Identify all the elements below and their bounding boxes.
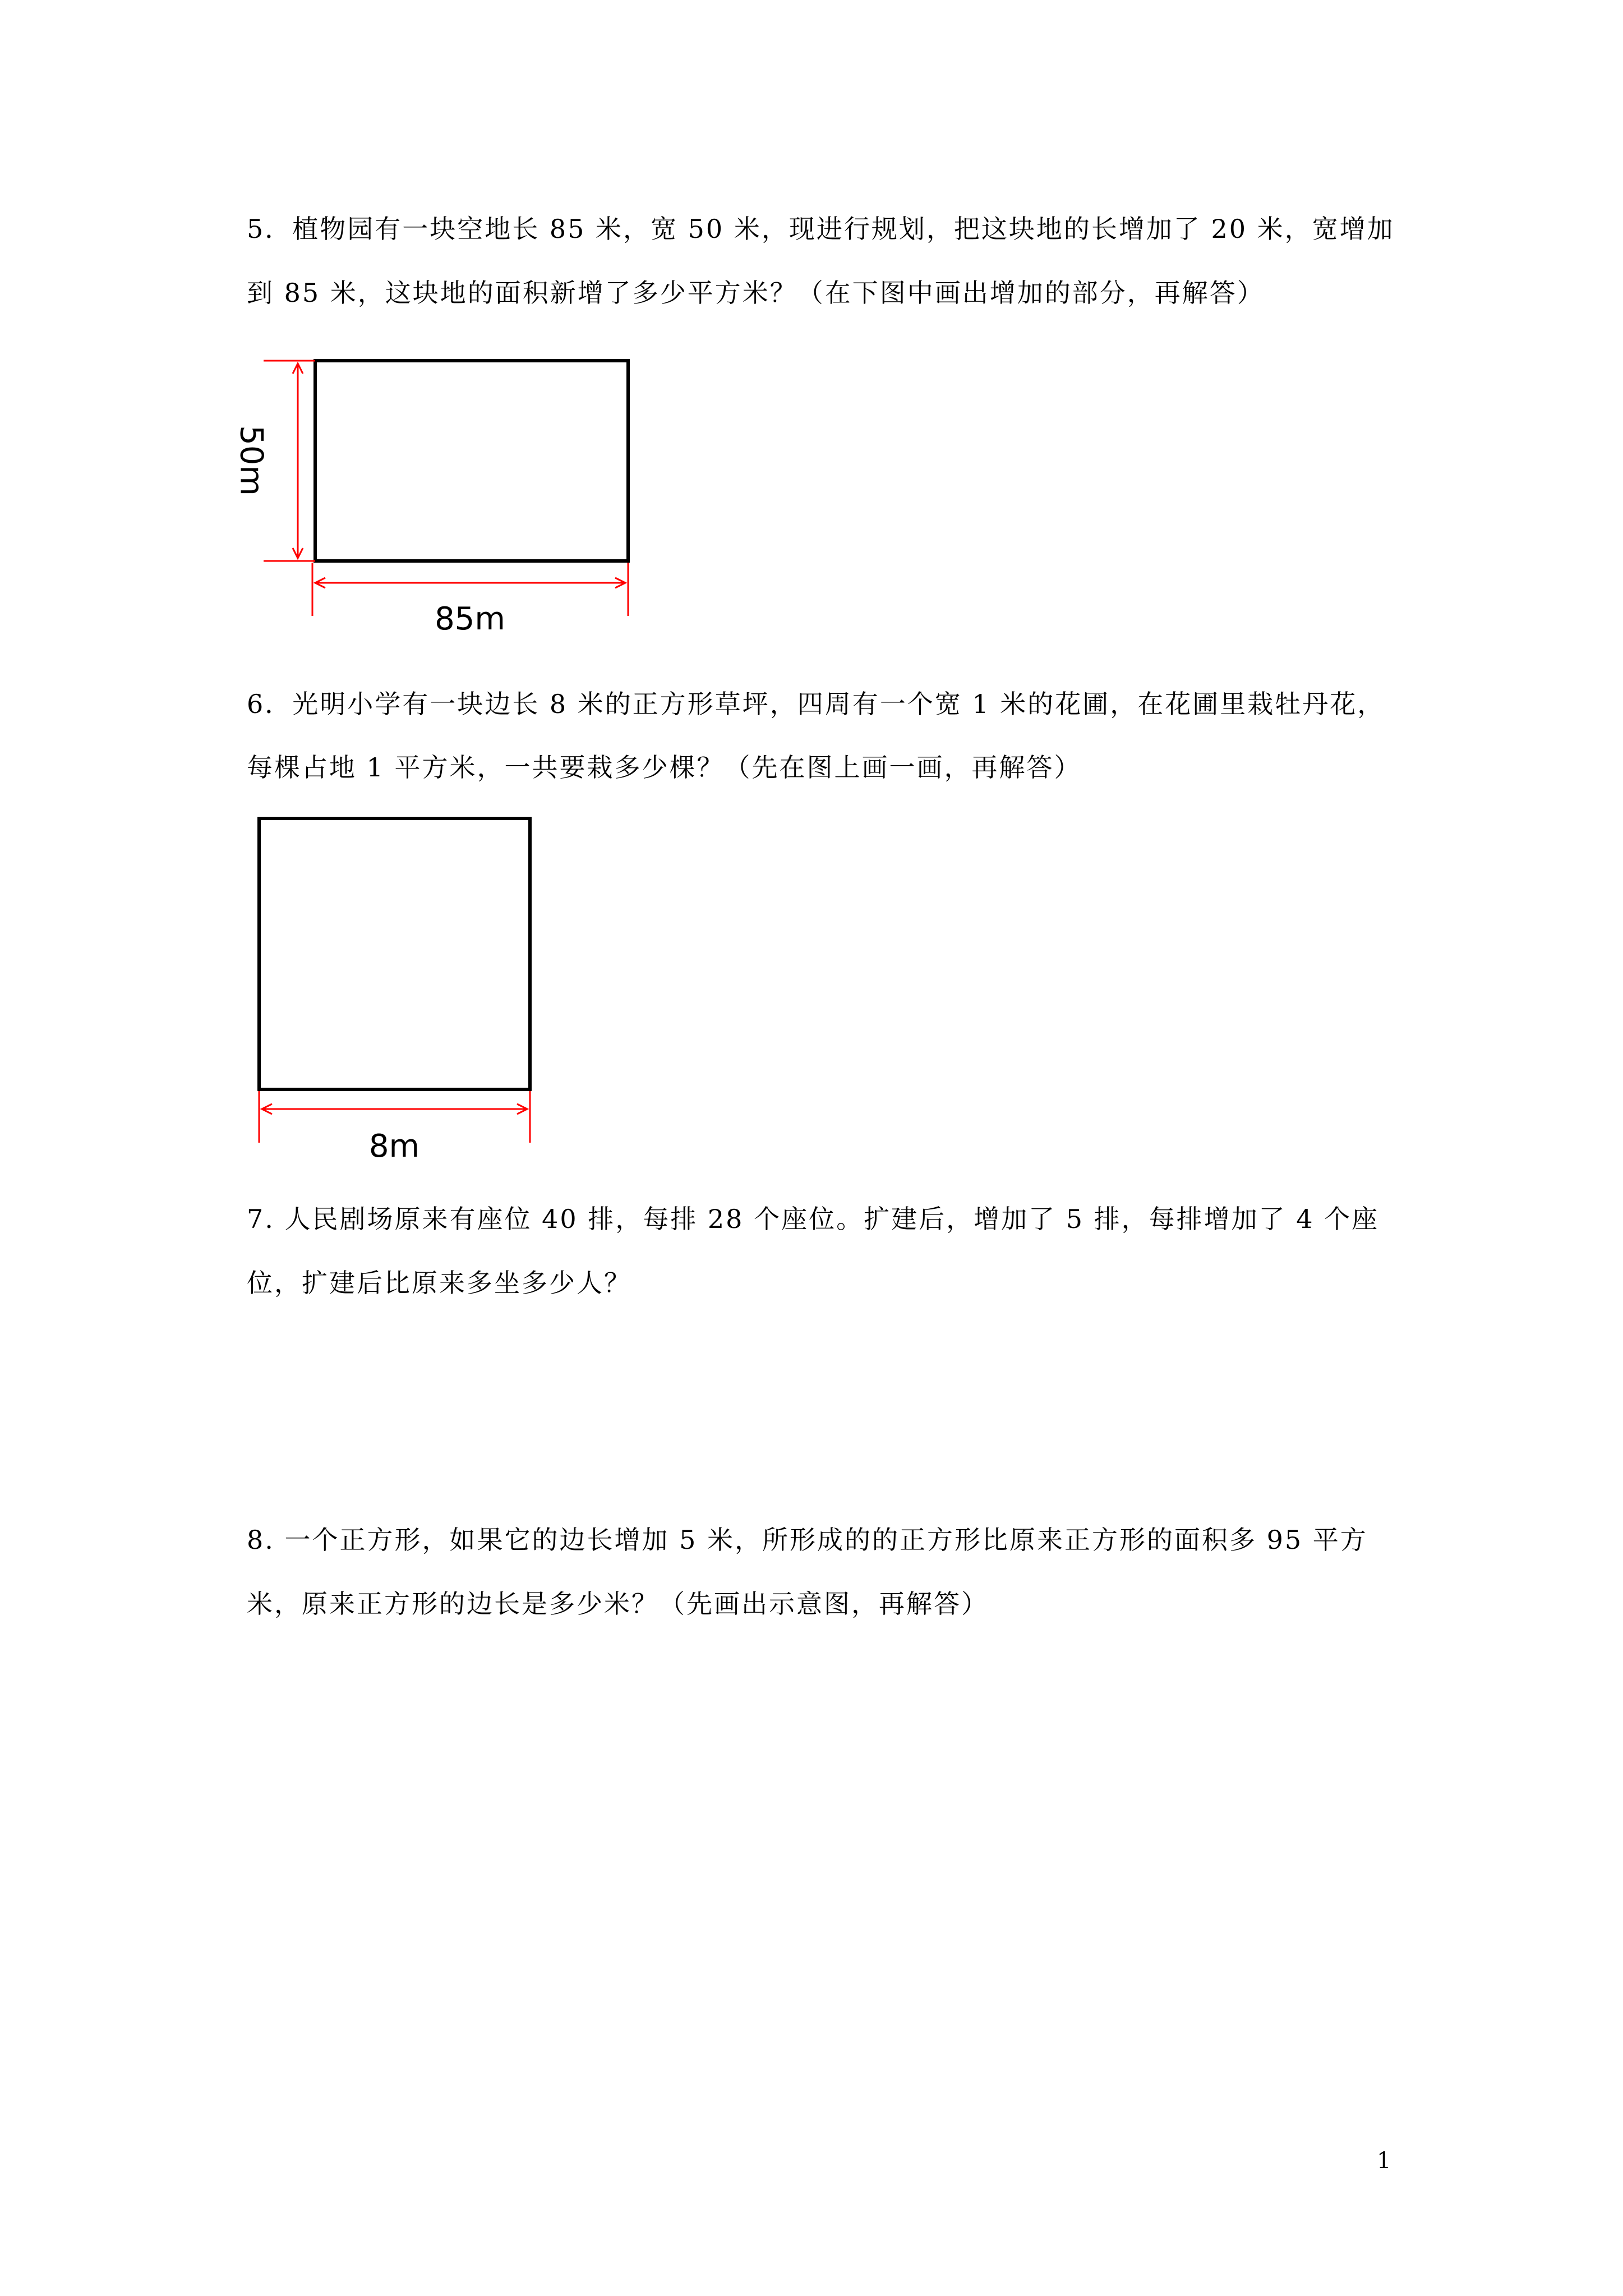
- q5-rectangle: [315, 361, 628, 561]
- q5-line-2: 到 85 米，这块地的面积新增了多少平方米？（在下图中画出增加的部分，再解答）: [247, 278, 1265, 308]
- q8-line-1: 8. 一个正方形，如果它的边长增加 5 米，所形成的的正方形比原来正方形的面积多 95 平方: [247, 1525, 1368, 1555]
- q6-line-2: 每棵占地 1 平方米，一共要栽多少棵？（先在图上画一画，再解答）: [247, 752, 1082, 783]
- page-number: 1: [1377, 2148, 1391, 2174]
- q6-width-label: 8m: [368, 1128, 420, 1165]
- q5-width-label: 85m: [435, 601, 505, 637]
- q5-line-1: 5．植物园有一块空地长 85 米，宽 50 米，现进行规划，把这块地的长增加了 20 米，宽增加: [247, 214, 1395, 244]
- q7-line-2: 位，扩建后比原来多坐多少人？: [247, 1268, 631, 1298]
- q6-square: [259, 818, 530, 1089]
- q7-line-1: 7. 人民剧场原来有座位 40 排，每排 28 个座位。扩建后，增加了 5 排，每排增加了 4 个座: [247, 1204, 1380, 1234]
- q8-line-2: 米，原来正方形的边长是多少米？（先画出示意图，再解答）: [247, 1589, 989, 1619]
- q5-height-dimension: [264, 361, 315, 561]
- q5-height-label: 50m: [233, 425, 270, 496]
- q6-line-1: 6．光明小学有一块边长 8 米的正方形草坪，四周有一个宽 1 米的花圃，在花圃里栽牡丹花，: [247, 689, 1385, 719]
